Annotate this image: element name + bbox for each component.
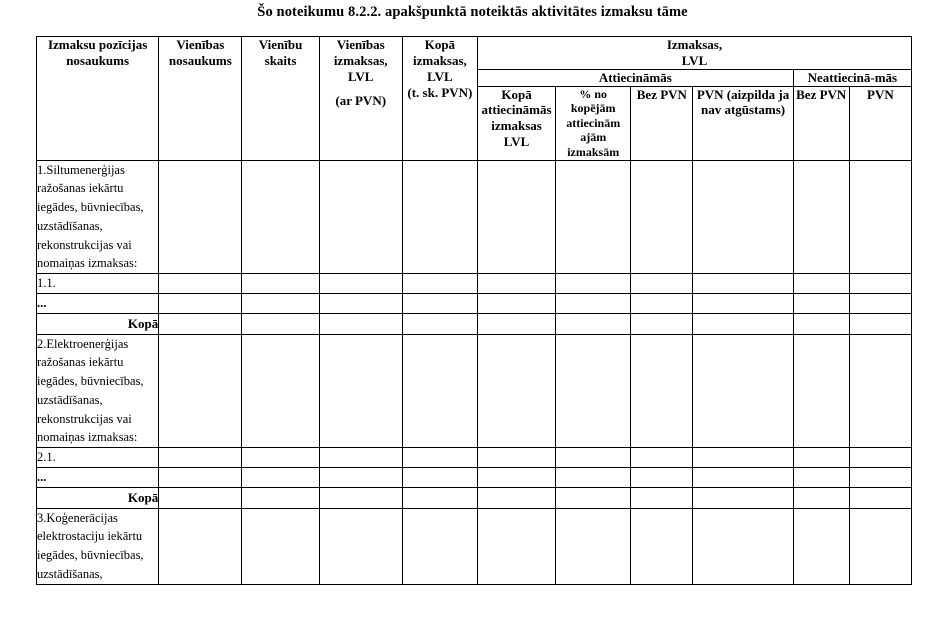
cell-eligible-percent[interactable] <box>556 160 631 274</box>
header-unit-cost <box>319 37 402 161</box>
cell-total-cost[interactable] <box>402 334 477 448</box>
row-label-total-2: Kopā <box>37 488 159 509</box>
cell-unit-count[interactable] <box>242 314 319 335</box>
cell-eligible-without-vat[interactable] <box>631 334 693 448</box>
cell-total-cost[interactable] <box>402 274 477 294</box>
header-eligible-vat: PVN (aizpilda ja nav atgūstams) <box>693 86 793 160</box>
cell-ineligible-without-vat[interactable] <box>793 334 849 448</box>
table-header <box>37 37 912 161</box>
table-row <box>37 488 912 509</box>
cell-eligible-percent[interactable] <box>556 488 631 509</box>
cost-estimate-table <box>36 36 912 585</box>
cell-unit-count[interactable] <box>242 448 319 468</box>
row-label-section-1: 1.Siltumenerģijas ražošanas iekārtu iegādes, būvniecības, uzstādīšanas, rekonstrukcijas vai nomaiņas izmaksas: <box>37 160 159 274</box>
row-label-item-2-1: 2.1. <box>37 448 159 468</box>
header-group-costs <box>477 37 911 70</box>
cell-unit-name[interactable] <box>159 508 242 584</box>
cell-ineligible-vat[interactable] <box>849 314 911 335</box>
cell-unit-cost[interactable] <box>319 294 402 314</box>
cell-eligible-vat[interactable] <box>693 488 793 509</box>
header-unit-count: Vienību skaits <box>242 37 319 161</box>
header-eligible-total: Kopā attiecināmās izmaksas LVL <box>477 86 555 160</box>
cell-unit-name[interactable] <box>159 274 242 294</box>
cell-unit-count[interactable] <box>242 468 319 488</box>
cell-unit-cost[interactable] <box>319 448 402 468</box>
row-label-item-1-1: 1.1. <box>37 274 159 294</box>
cell-eligible-vat[interactable] <box>693 274 793 294</box>
table-row <box>37 274 912 294</box>
cell-ineligible-without-vat[interactable] <box>793 488 849 509</box>
cell-eligible-total[interactable] <box>477 274 555 294</box>
table-row <box>37 314 912 335</box>
cell-unit-cost[interactable] <box>319 508 402 584</box>
cell-total-cost[interactable] <box>402 508 477 584</box>
cell-unit-cost[interactable] <box>319 160 402 274</box>
cell-eligible-total[interactable] <box>477 448 555 468</box>
cell-eligible-total[interactable] <box>477 294 555 314</box>
header-eligible-without-vat: Bez PVN <box>631 86 693 160</box>
table-row <box>37 294 912 314</box>
cell-ineligible-vat[interactable] <box>849 468 911 488</box>
cell-eligible-without-vat[interactable] <box>631 488 693 509</box>
cell-eligible-total[interactable] <box>477 314 555 335</box>
cell-ineligible-vat[interactable] <box>849 160 911 274</box>
cell-ineligible-without-vat[interactable] <box>793 448 849 468</box>
cell-eligible-percent[interactable] <box>556 274 631 294</box>
cell-eligible-vat[interactable] <box>693 294 793 314</box>
cell-eligible-percent[interactable] <box>556 448 631 468</box>
cell-eligible-total[interactable] <box>477 468 555 488</box>
cell-ineligible-vat[interactable] <box>849 294 911 314</box>
cell-ineligible-vat[interactable] <box>849 508 911 584</box>
cell-ineligible-vat[interactable] <box>849 274 911 294</box>
header-total-cost-main: Kopā izmaksas, LVL <box>412 37 467 84</box>
cell-total-cost[interactable] <box>402 468 477 488</box>
cell-unit-cost[interactable] <box>319 314 402 335</box>
cell-eligible-percent[interactable] <box>556 334 631 448</box>
table-row <box>37 508 912 584</box>
cell-total-cost[interactable] <box>402 160 477 274</box>
table-row <box>37 160 912 274</box>
cell-eligible-without-vat[interactable] <box>631 314 693 335</box>
cell-unit-name[interactable] <box>159 294 242 314</box>
cell-eligible-total[interactable] <box>477 488 555 509</box>
cell-eligible-vat[interactable] <box>693 314 793 335</box>
cell-unit-count[interactable] <box>242 488 319 509</box>
header-ineligible-without-vat: Bez PVN <box>793 86 849 160</box>
table-row <box>37 468 912 488</box>
cell-unit-cost[interactable] <box>319 274 402 294</box>
cell-eligible-without-vat[interactable] <box>631 274 693 294</box>
cell-eligible-without-vat[interactable] <box>631 294 693 314</box>
cell-unit-name[interactable] <box>159 160 242 274</box>
cell-ineligible-without-vat[interactable] <box>793 294 849 314</box>
row-label-total-1: Kopā <box>37 314 159 335</box>
cell-ineligible-without-vat[interactable] <box>793 314 849 335</box>
cell-eligible-percent[interactable] <box>556 468 631 488</box>
cell-eligible-vat[interactable] <box>693 468 793 488</box>
cell-eligible-without-vat[interactable] <box>631 508 693 584</box>
cell-ineligible-without-vat[interactable] <box>793 274 849 294</box>
cell-total-cost[interactable] <box>402 314 477 335</box>
header-cost-position: Izmaksu pozīcijas nosaukums <box>37 37 159 161</box>
cell-unit-cost[interactable] <box>319 468 402 488</box>
header-eligible-percent: % no kopējām attiecinām ajām izmaksām <box>556 86 631 160</box>
cell-unit-name[interactable] <box>159 488 242 509</box>
cell-ineligible-without-vat[interactable] <box>793 160 849 274</box>
cell-eligible-percent[interactable] <box>556 294 631 314</box>
cell-ineligible-without-vat[interactable] <box>793 508 849 584</box>
cell-unit-count[interactable] <box>242 274 319 294</box>
cell-unit-count[interactable] <box>242 160 319 274</box>
header-total-cost <box>402 37 477 161</box>
header-total-cost-sub: (t. sk. PVN) <box>407 84 473 100</box>
cell-eligible-without-vat[interactable] <box>631 160 693 274</box>
cell-unit-name[interactable] <box>159 468 242 488</box>
cell-unit-name[interactable] <box>159 314 242 335</box>
page-title: Šo noteikumu 8.2.2. apakšpunktā noteiktās aktivitātes izmaksu tāme <box>257 4 688 20</box>
cell-eligible-vat[interactable] <box>693 448 793 468</box>
header-group-eligible: Attiecināmās <box>477 69 793 86</box>
table-row <box>37 334 912 448</box>
cell-eligible-total[interactable] <box>477 160 555 274</box>
cell-total-cost[interactable] <box>402 448 477 468</box>
cost-estimate-table-container <box>36 36 912 585</box>
cell-ineligible-vat[interactable] <box>849 488 911 509</box>
cell-eligible-total[interactable] <box>477 334 555 448</box>
table-body <box>37 160 912 584</box>
table-row <box>37 448 912 468</box>
header-unit-name: Vienības nosaukums <box>159 37 242 161</box>
cell-total-cost[interactable] <box>402 488 477 509</box>
row-label-item-1-ellipsis: ... <box>37 294 159 314</box>
row-label-item-2-ellipsis: ... <box>37 468 159 488</box>
header-group-costs-sub: LVL <box>681 52 708 68</box>
header-ineligible-vat: PVN <box>849 86 911 160</box>
cell-eligible-percent[interactable] <box>556 508 631 584</box>
header-row-1 <box>37 37 912 70</box>
cell-unit-count[interactable] <box>242 508 319 584</box>
header-group-ineligible: Neattiecinā-mās <box>793 69 911 86</box>
cell-unit-count[interactable] <box>242 294 319 314</box>
cell-unit-count[interactable] <box>242 334 319 448</box>
cell-ineligible-vat[interactable] <box>849 448 911 468</box>
cell-eligible-vat[interactable] <box>693 334 793 448</box>
cell-eligible-vat[interactable] <box>693 160 793 274</box>
cell-eligible-vat[interactable] <box>693 508 793 584</box>
cell-eligible-without-vat[interactable] <box>631 448 693 468</box>
cell-eligible-percent[interactable] <box>556 314 631 335</box>
cell-unit-name[interactable] <box>159 448 242 468</box>
row-label-section-3: 3.Koģenerācijas elektrostaciju iekārtu iegādes, būvniecības, uzstādīšanas, <box>37 508 159 584</box>
cell-eligible-total[interactable] <box>477 508 555 584</box>
header-group-costs-main: Izmaksas, <box>666 37 723 52</box>
cell-eligible-without-vat[interactable] <box>631 468 693 488</box>
header-unit-cost-main: Vienības izmaksas, LVL <box>333 37 388 84</box>
row-label-section-2: 2.Elektroenerģijas ražošanas iekārtu iegādes, būvniecības, uzstādīšanas, rekonstrukcijas vai nomaiņas izmaksas: <box>37 334 159 448</box>
cell-ineligible-vat[interactable] <box>849 334 911 448</box>
cell-unit-cost[interactable] <box>319 488 402 509</box>
cell-unit-name[interactable] <box>159 334 242 448</box>
cell-ineligible-without-vat[interactable] <box>793 468 849 488</box>
cell-unit-cost[interactable] <box>319 334 402 448</box>
cell-total-cost[interactable] <box>402 294 477 314</box>
header-unit-cost-sub: (ar PVN) <box>335 92 387 108</box>
